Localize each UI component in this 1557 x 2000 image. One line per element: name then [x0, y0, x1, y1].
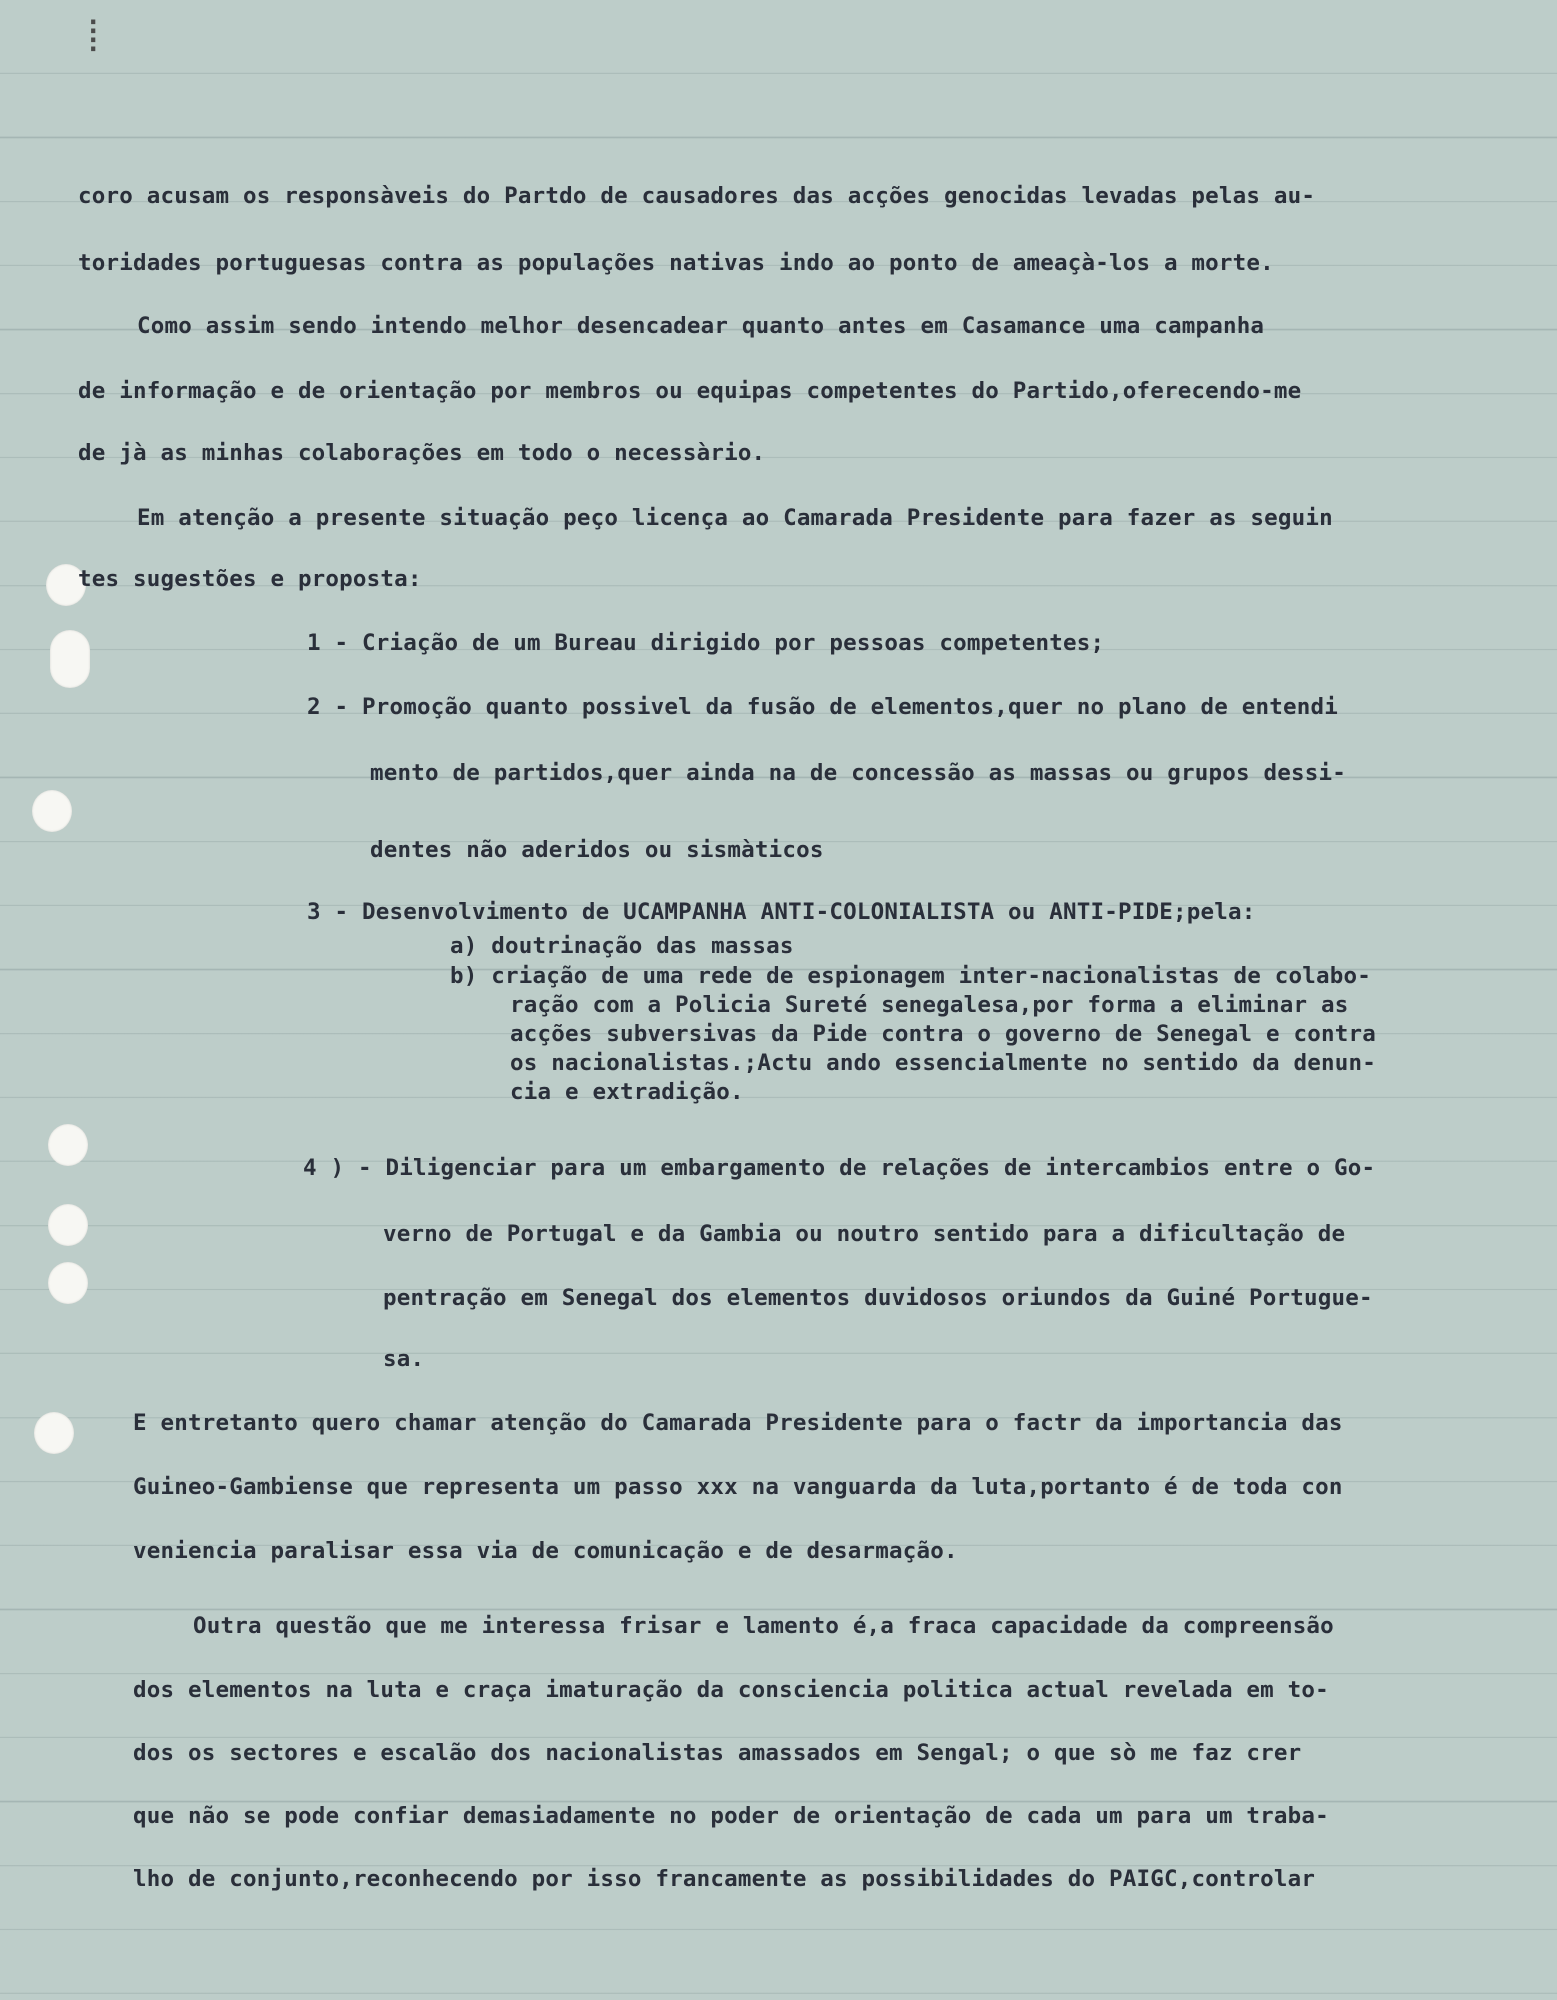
text-line: mento de partidos,quer ainda na de concessão as massas ou grupos dessi- — [370, 760, 1346, 786]
text-line: sa. — [383, 1346, 425, 1372]
text-line: cia e extradição. — [510, 1079, 744, 1105]
text-line: que não se pode confiar demasiadamente no poder de orientação de cada um para um traba- — [133, 1803, 1329, 1829]
text-line: a) doutrinação das massas — [450, 933, 794, 959]
text-line: Como assim sendo intendo melhor desencadear quanto antes em Casamance uma campanha — [137, 313, 1265, 339]
text-line: acções subversivas da Pide contra o governo de Senegal e contra — [510, 1021, 1377, 1047]
text-line: coro acusam os responsàveis do Partdo de causadores das acções genocidas levadas pelas au- — [78, 183, 1316, 209]
text-line: pentração em Senegal dos elementos duvidosos oriundos da Guiné Portugue- — [383, 1285, 1373, 1311]
text-line: toridades portuguesas contra as populações nativas indo ao ponto de ameaçà-los a morte. — [78, 250, 1274, 276]
text-line: de jà as minhas colaborações em todo o necessàrio. — [78, 440, 766, 466]
text-line: os nacionalistas.;Actu ando essencialmente no sentido da denun- — [510, 1050, 1377, 1076]
text-line: Guineo-Gambiense que representa um passo xxx na vanguarda da luta,portanto é de toda con — [133, 1474, 1343, 1500]
text-line: veniencia paralisar essa via de comunicação e de desarmação. — [133, 1538, 958, 1564]
text-line: de informação e de orientação por membros ou equipas competentes do Partido,oferecendo-me — [78, 378, 1302, 404]
text-line: dentes não aderidos ou sismàticos — [370, 837, 824, 863]
punch-hole — [50, 630, 90, 688]
text-line: ração com a Policia Sureté senegalesa,por forma a eliminar as — [510, 992, 1349, 1018]
text-line: verno de Portugal e da Gambia ou noutro sentido para a dificultação de — [383, 1221, 1346, 1247]
punch-hole — [48, 1124, 88, 1166]
text-line: 1 - Criação de um Bureau dirigido por pessoas competentes; — [307, 630, 1105, 656]
text-line: b) criação de uma rede de espionagem inter-nacionalistas de colabo- — [450, 963, 1371, 989]
text-line: Em atenção a presente situação peço licença ao Camarada Presidente para fazer as seguin — [137, 505, 1333, 531]
text-line: dos elementos na luta e craça imaturação da consciencia politica actual revelada em to- — [133, 1677, 1329, 1703]
text-line: E entretanto quero chamar atenção do Camarada Presidente para o factr da importancia das — [133, 1410, 1343, 1436]
punch-hole — [32, 790, 72, 832]
punch-hole — [48, 1204, 88, 1246]
text-line: Outra questão que me interessa frisar e lamento é,a fraca capacidade da compreensão — [193, 1613, 1334, 1639]
text-line: 3 - Desenvolvimento de UCAMPANHA ANTI-COLONIALISTA ou ANTI-PIDE;pela: — [307, 899, 1256, 925]
text-line: dos os sectores e escalão dos nacionalistas amassados em Sengal; o que sò me faz crer — [133, 1740, 1302, 1766]
text-line: tes sugestões e proposta: — [78, 566, 422, 592]
text-line: 2 - Promoção quanto possivel da fusão de elementos,quer no plano de entendi — [307, 694, 1338, 720]
text-line: 4 ) - Diligenciar para um embargamento de relações de intercambios entre o Go- — [303, 1155, 1376, 1181]
punch-hole — [48, 1262, 88, 1304]
punch-hole — [34, 1412, 74, 1454]
text-line: lho de conjunto,reconhecendo por isso francamente as possibilidades do PAIGC,controlar — [133, 1866, 1316, 1892]
ink-mark: ⁞ — [80, 11, 107, 62]
